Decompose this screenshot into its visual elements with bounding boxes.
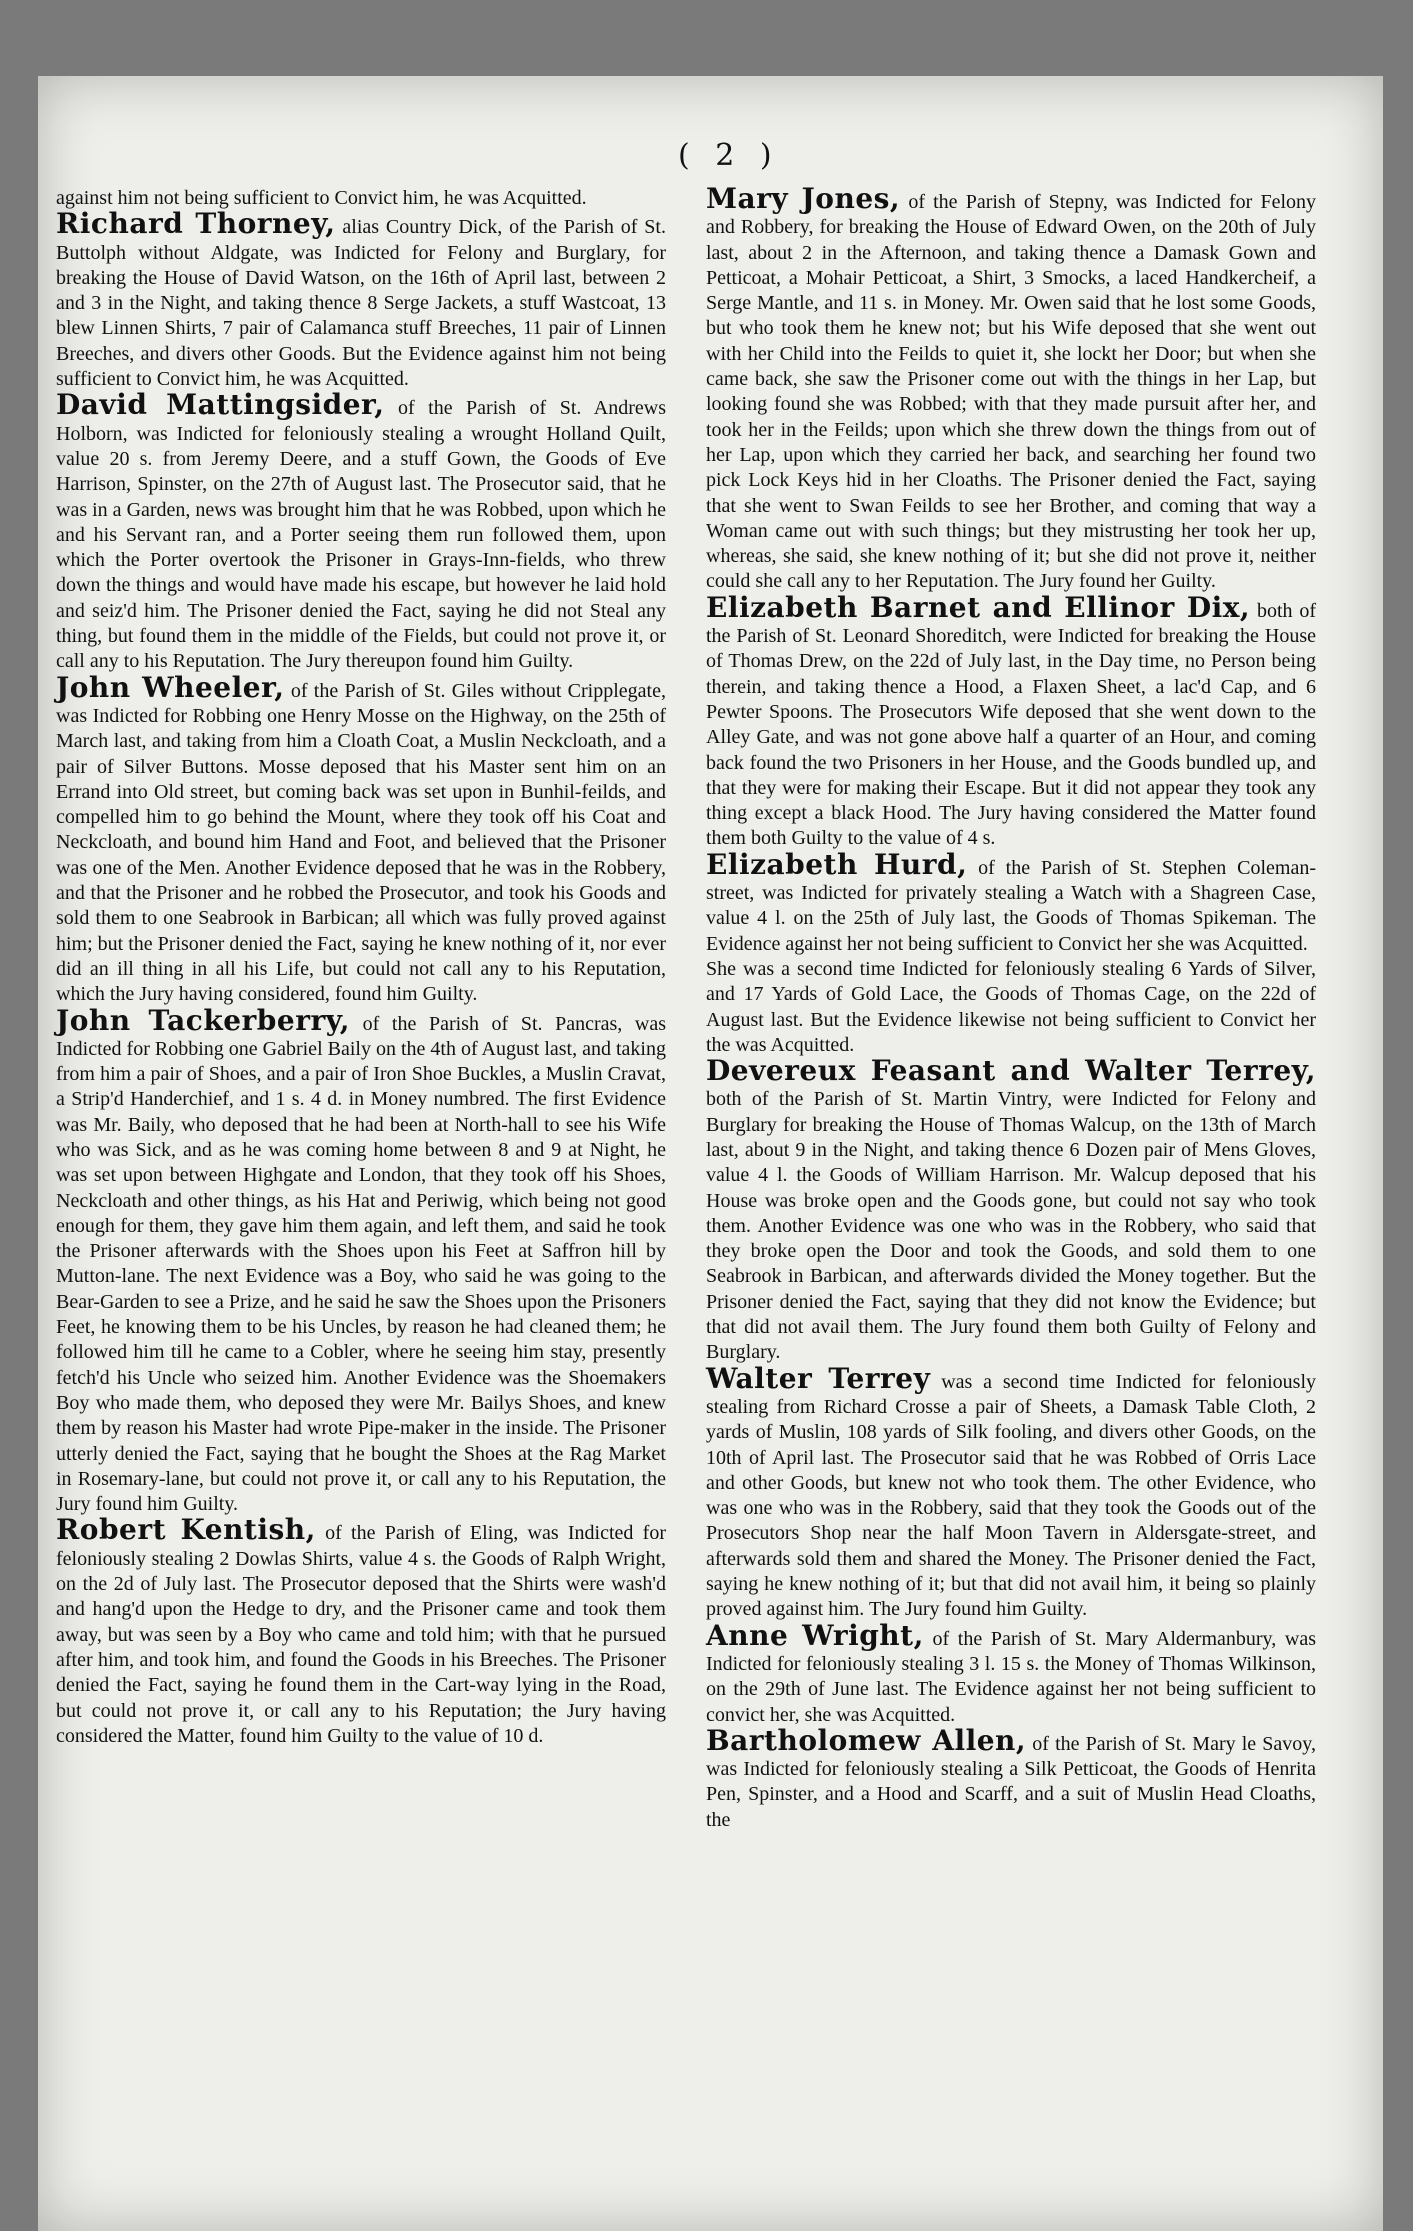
defendant-name: Mary Jones, [706, 182, 901, 215]
trial-entry [706, 1618, 1316, 1728]
trial-entry [56, 388, 666, 674]
trial-entry [706, 847, 1316, 957]
defendant-name: Walter Terrey [706, 1361, 931, 1395]
entry-text: alias Country Dick, of the Parish of St. Buttolph without Aldgate, was Indicted for Felony and Burglary, for breaking the House of David Watson, on the 16th of April last, between 2 and 3 in the Night, and taking thence 8 Serge Jackets, a stuff Wastcoat, 13 blew Linnen Shirts, 7 pair of Calamanca stuff Breeches, 11 pair of Linnen Breeches, and divers other Goods. But the Evidence against him not being sufficient to Convict him, he was Acquitted. [56, 216, 666, 391]
entry-text: of the Parish of St. Mary le Savoy, was Indicted for feloniously stealing a Silk Petticoat, the Goods of Henrita Pen, Spinster, and a Hood and Scarff, and a suit of Muslin Head Cloaths, the [706, 1732, 1316, 1831]
trial-entry [706, 1054, 1316, 1366]
entry-text: of the Parish of St. Andrews Holborn, was Indicted for feloniously stealing a wrought Holland Quilt, value 20 s. from Jeremy Deere, and a stuff Gown, the Goods of Eve Harrison, Spinster, on the 27th of August last. The Prosecutor said, that he was in a Garden, news was brought him that he was Robbed, upon which he and his Servant ran, and a Porter seeing them run followed them, upon which the Porter overtook the Prisoner in Grays-Inn-fields, who threw down the things and would have made his escape, but however he laid hold and seiz'd him. The Prisoner denied the Fact, saying he did not Steal any thing, but found them in the middle of the Fields, but could not prove it, or call any to his Reputation. The Jury thereupon found him Guilty. [56, 397, 666, 673]
trial-entry [56, 1513, 666, 1749]
entry-text: both of the Parish of St. Leonard Shoreditch, were Indicted for breaking the House of Thomas Drew, on the 22d of July last, in the Day time, no Person being therein, and taking thence a Hood, a Flaxen Sheet, a lac'd Cap, and 6 Pewter Spoons. The Prosecutors Wife deposed that she went down to the Alley Gate, and was not gone above half a quarter of an Hour, and coming back found the two Prisoners in her House, and the Goods bundled up, and that they were for making their Escape. But it did not appear they took any thing except a black Hood. The Jury having considered the Matter found them both Guilty to the value of 4 s. [706, 599, 1317, 850]
trial-entry [706, 1723, 1316, 1833]
trial-entry [56, 1003, 667, 1518]
defendant-name: Robert Kentish, [56, 1513, 316, 1547]
left-column [56, 186, 666, 1749]
entry-text: of the Parish of St. Pancras, was Indicted for Robbing one Gabriel Baily on the 4th of August last, and taking from him a pair of Shoes, and a pair of Iron Shoe Buckles, a Muslin Cravat, a Strip'd Handerchief, and 1 s. 4 d. in Money numbred. The first Evidence was Mr. Baily, who deposed that he had been at North-hall to see his Wife who was Sick, and as he was coming home between 8 and 9 at Night, he was set upon between Highgate and London, that they took off his Shoes, Neckcloath and other things, as his Hat and Periwig, which being not good enough for them, they gave him them again, and left them, and said he took the Prisoner afterwards with the Shoes upon his Feet at Saffron hill by Mutton-lane. The next Evidence was a Boy, who said he was going to the Bear-Garden to see a Prize, and he said he saw the Shoes upon the Prisoners Feet, he knowing them to be his Uncles, by reason he had cleaned them; he followed him till he came to a Cobler, where he seeing him stay, presently fetch'd his Uncle who seized him. Another Evidence was the Shoemakers Boy who made them, who deposed they were Mr. Bailys Shoes, and knew them by reason his Master had wrote Pipe-maker in the inside. The Prisoner utterly denied the Fact, saying that he bought the Shoes at the Rag Market in Rosemary-lane, but could not prove it, or call any to his Reputation, the Jury found him Guilty. [56, 1012, 667, 1516]
defendant-name: Richard Thorney, [56, 207, 336, 241]
defendant-name: John Tackerberry, [56, 1003, 351, 1037]
defendant-name: John Wheeler, [56, 670, 285, 704]
trial-entry [706, 182, 1316, 595]
trial-entry [56, 207, 666, 392]
entry-text: of the Parish of St. Mary Aldermanbury, was Indicted for feloniously stealing 3 l. 15 s. the Money of Thomas Wilkinson, on the 29th of June last. The Evidence against her not being sufficient to convict her, she was Acquitted. [706, 1627, 1316, 1726]
defendant-name: Devereux Feasant and Walter Terrey, [706, 1054, 1316, 1088]
trial-entry [706, 957, 1316, 1058]
defendant-name: David Mattingsider, [56, 388, 385, 422]
defendant-name: Elizabeth Hurd, [706, 847, 968, 881]
defendant-name: Elizabeth Barnet and Ellinor Dix, [706, 590, 1251, 624]
trial-entry [706, 1361, 1316, 1623]
page-number: ( 2 ) [678, 138, 780, 173]
entry-text: of the Parish of St. Stephen Coleman-street, was Indicted for privately stealing a Watch with a Shagreen Case, value 4 l. on the 25th of July last, the Goods of Thomas Spikeman. The Evidence against her not being sufficient to Convict her she was Acquitted. [706, 856, 1316, 955]
trial-entry [56, 670, 666, 1008]
defendant-name: Bartholomew Allen, [706, 1723, 1027, 1757]
entry-text: of the Parish of Eling, was Indicted for feloniously stealing 2 Dowlas Shirts, value 4 s. the Goods of Ralph Wright, on the 2d of July last. The Prosecutor deposed that the Shirts were wash'd and hang'd upon the Hedge to dry, and the Prisoner came and took them away, but was seen by a Boy who came and told him; with that he pursued after him, and took him, and found the Goods in his Breeches. The Prisoner denied the Fact, saying he found them in the Cart-way lying in the Road, but could not prove it, or call any to his Reputation; the Jury having considered the Matter, found him Guilty to the value of 10 d. [56, 1522, 666, 1747]
entry-text: She was a second time Indicted for feloniously stealing 6 Yards of Silver, and 17 Yards of Gold Lace, the Goods of Thomas Cage, on the 22d of August last. But the Evidence likewise not being sufficient to Convict her the was Acquitted. [706, 957, 1316, 1056]
entry-text: of the Parish of St. Giles without Cripplegate, was Indicted for Robbing one Henry Mosse on the Highway, on the 25th of March last, and taking from him a Cloath Coat, a Muslin Neckcloath, and a pair of Silver Buttons. Mosse deposed that his Master sent him on an Errand into Old street, but coming back was set upon in Bunhil-feilds, and compelled him to go behind the Mount, where they took off his Coat and Neckcloath, and bound him Hand and Foot, and believed that the Prisoner was one of the Men. Another Evidence deposed that he was in the Robbery, and that the Prisoner and he robbed the Prosecutor, and took his Goods and sold them to one Seabrook in Barbican; all which was fully proved against him; but the Prisoner denied the Fact, saying he knew nothing of it, nor ever did an ill thing in all his Life, but could not call any to his Reputation, which the Jury having considered, found him Guilty. [56, 679, 666, 1006]
entry-text: of the Parish of Stepny, was Indicted for Felony and Robbery, for breaking the House of Edward Owen, on the 20th of July last, about 2 in the Afternoon, and taking thence a Damask Gown and Petticoat, a Mohair Petticoat, a Shirt, 3 Smocks, a laced Handkercheif, a Serge Mantle, and 11 s. in Money. Mr. Owen said that he lost some Goods, but who took them he knew not; but his Wife deposed that she went out with her Child into the Feilds to quiet it, she lockt her Door; but when she came back, she saw the Prisoner come out with the things in her Lap, but looking found she was Robbed; with that they made pursuit after her, and took her in the Feilds; upon which she threw down the things from out of her Lap, upon which they carried her back, and searching her found two pick Lock Keys hid in her Cloaths. The Prisoner denied the Fact, saying that she went to Swan Feilds to see her Brother, and coming that way a Woman came out with such things; but they mistrusting her took her up, whereas, she said, she knew nothing of it; but she did not prove it, neither could she call any to her Reputation. The Jury found her Guilty. [706, 191, 1316, 593]
trial-entry [706, 590, 1317, 852]
entry-text: was a second time Indicted for feloniously stealing from Richard Crosse a pair of Sheets, a Damask Table Cloth, 2 yards of Muslin, 108 yards of Silk fooling, and divers other Goods, on the 10th of April last. The Prosecutor said that he was Robbed of Orris Lace and other Goods, but knew not who took them. The other Evidence, who was one who was in the Robbery, said that they took the Goods out of the Prosecutors Shop near the half Moon Tavern in Aldersgate-street, and afterwards sold them and shared the Money. The Prisoner denied the Fact, saying he knew nothing of it; but that did not avail him, it being so plainly proved against him. The Jury found him Guilty. [706, 1370, 1316, 1621]
entry-text: against him not being sufficient to Convict him, he was Acquitted. [56, 187, 587, 209]
newspaper-page [38, 76, 1383, 2231]
entry-text: both of the Parish of St. Martin Vintry, were Indicted for Felony and Burglary for breaking the House of Thomas Walcup, on the 13th of March last, about 9 in the Night, and taking thence 6 Dozen pair of Mens Gloves, value 4 l. the Goods of William Harrison. Mr. Walcup deposed that his House was broke open and the Goods gone, but could not say who took them. Another Evidence was one who was in the Robbery, who said that they broke open the Door and took the Goods, and sold them to one Seabrook in Barbican, and afterwards divided the Money together. But the Prisoner denied the Fact, saying that they did not know the Evidence; but that did not avail them. The Jury found them both Guilty of Felony and Burglary. [706, 1088, 1316, 1364]
right-column [706, 182, 1317, 1833]
defendant-name: Anne Wright, [706, 1618, 924, 1652]
